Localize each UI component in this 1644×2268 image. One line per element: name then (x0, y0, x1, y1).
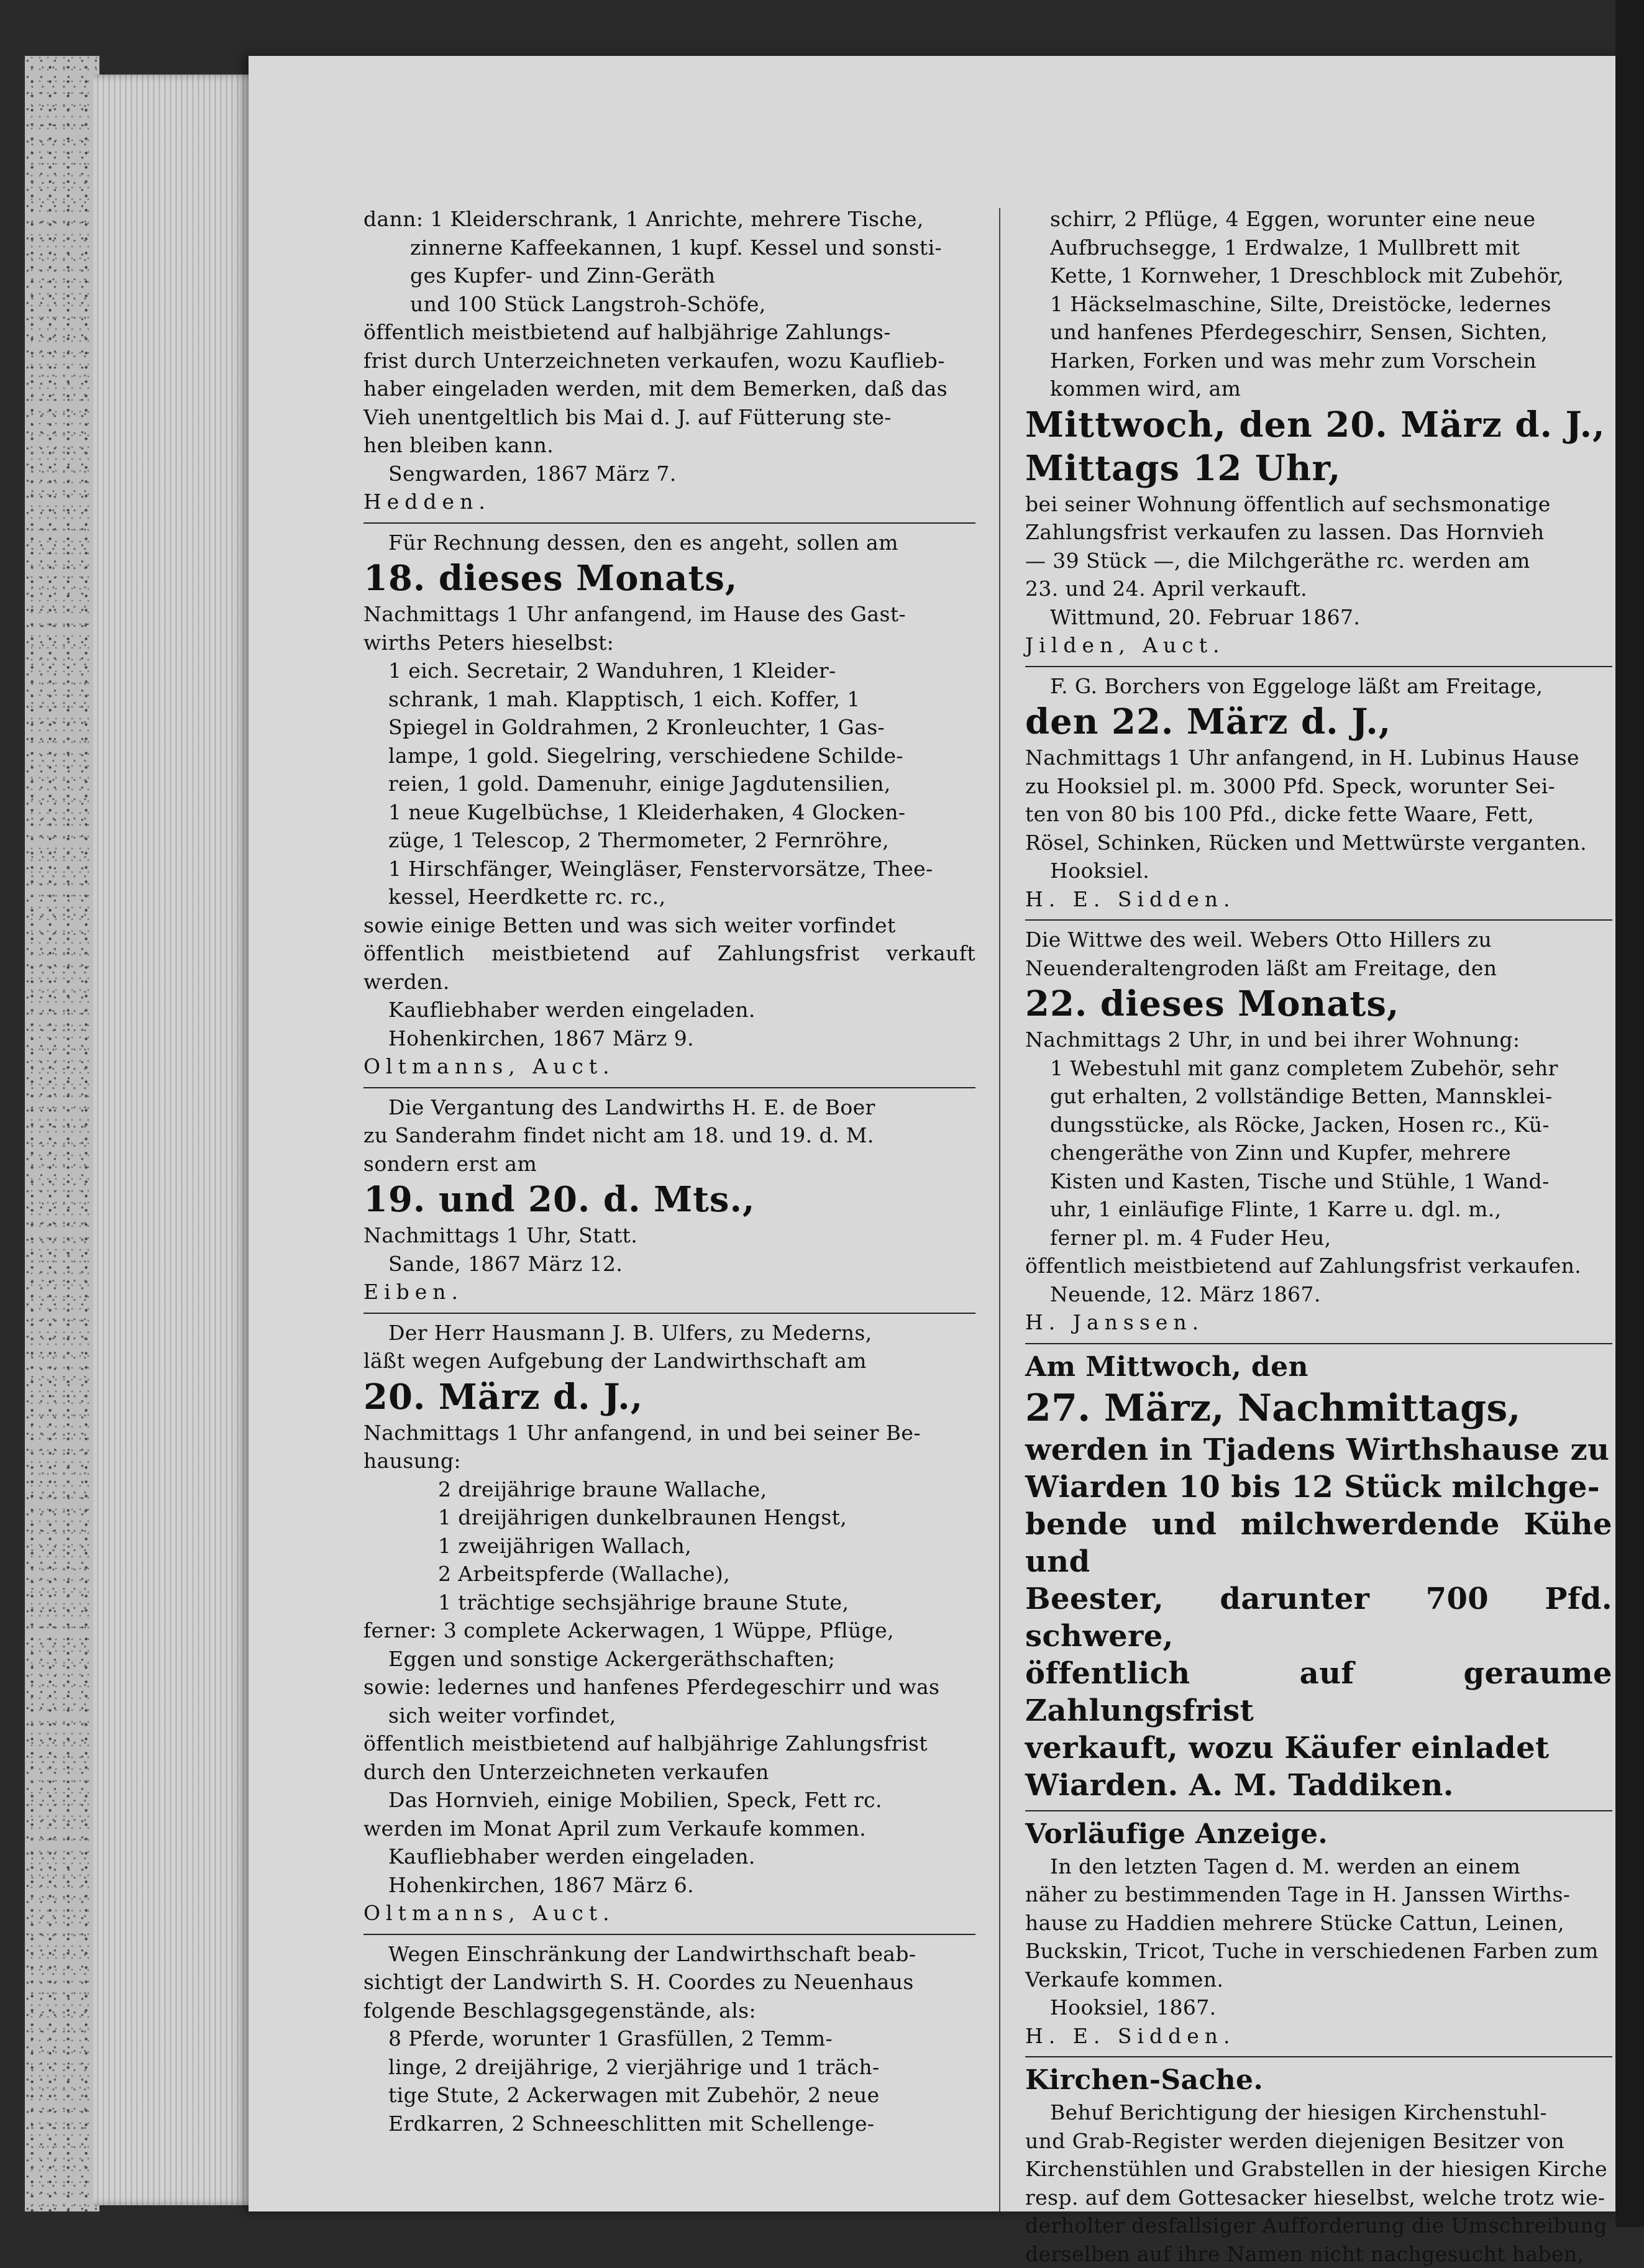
ad-separator (363, 1313, 975, 1314)
ad-separator (363, 1934, 975, 1935)
ad-line: Nachmittags 1 Uhr anfangend, im Hause des Gast- (363, 600, 975, 629)
ad-line: dann: 1 Kleiderschrank, 1 Anrichte, mehrere Tische, (363, 205, 975, 234)
ad-item: lampe, 1 gold. Siegelring, verschiedene Schilde- (363, 742, 975, 770)
ad-place-date: Hohenkirchen, 1867 März 6. (363, 1871, 975, 1900)
ad-line: Kaufliebhaber werden eingeladen. (363, 1842, 975, 1871)
ad-headline: 19. und 20. d. Mts., (363, 1178, 975, 1221)
ad-item: züge, 1 Telescop, 2 Thermometer, 2 Fernröhre, (363, 826, 975, 855)
ad-line: Die Vergantung des Landwirths H. E. de Boer (363, 1093, 975, 1122)
ad-de-boer (363, 1093, 975, 1306)
ad-line: sichtigt der Landwirth S. H. Coordes zu Neuenhaus (363, 1968, 975, 1997)
ad-line: Verkaufe kommen. (1025, 1965, 1612, 1994)
left-column (363, 205, 975, 2138)
ad-line: näher zu bestimmenden Tage in H. Janssen Wirths- (1025, 1880, 1612, 1909)
ad-line: durch den Unterzeichneten verkaufen (363, 1758, 975, 1787)
ad-item: 1 dreijährigen dunkelbraunen Hengst, (363, 1503, 975, 1532)
ad-taddiken (1025, 1349, 1612, 1804)
ad-signature: Wiarden. A. M. Taddiken. (1025, 1767, 1612, 1804)
ad-line: ges Kupfer- und Zinn-Geräth (363, 262, 975, 290)
ad-item: Spiegel in Goldrahmen, 2 Kronleuchter, 1 Gas- (363, 713, 975, 742)
ad-item: 2 Arbeitspferde (Wallache), (363, 1560, 975, 1588)
ad-separator (1025, 666, 1612, 667)
ad-coordes (363, 1940, 975, 2138)
ad-line: Zahlungsfrist verkaufen zu lassen. Das Hornvieh (1025, 518, 1612, 547)
ad-signature: H. Janssen. (1025, 1308, 1612, 1337)
ad-line: derholter desfallsiger Aufforderung die Umschreibung (1025, 2211, 1612, 2240)
ad-signature: Jilden, Auct. (1025, 631, 1612, 660)
ad-place-date: Hohenkirchen, 1867 März 9. (363, 1024, 975, 1053)
ad-line: Die Wittwe des weil. Webers Otto Hillers zu (1025, 926, 1612, 954)
ad-line: Vieh unentgeltlich bis Mai d. J. auf Fütterung ste- (363, 403, 975, 432)
ad-line: 1 Häckselmaschine, Silte, Dreistöcke, ledernes (1025, 290, 1612, 319)
ad-invite: Kaufliebhaber werden eingeladen. (363, 996, 975, 1024)
ad-line: sondern erst am (363, 1150, 975, 1178)
ad-line: frist durch Unterzeichneten verkaufen, wozu Kauflieb- (363, 347, 975, 375)
ad-line: — 39 Stück —, die Milchgeräthe rc. werden am (1025, 547, 1612, 575)
book-fore-edge (25, 56, 99, 2211)
ad-line: Wiarden 10 bis 12 Stück milchge- (1025, 1469, 1612, 1506)
ad-line: Das Hornvieh, einige Mobilien, Speck, Fett rc. (363, 1786, 975, 1815)
ad-line: Erdkarren, 2 Schneeschlitten mit Schellenge- (363, 2110, 975, 2138)
ad-line: öffentlich meistbietend auf Zahlungsfrist verkaufen. (1025, 1252, 1612, 1280)
ad-vorlaeufige-anzeige (1025, 1816, 1612, 2051)
ad-signature: H. E. Sidden. (1025, 2022, 1612, 2051)
ad-line: öffentlich meistbietend auf halbjährige Zahlungs- (363, 318, 975, 347)
ad-line: sich weiter vorfindet, (363, 1701, 975, 1730)
ad-headline: 27. März, Nachmittags, (1025, 1385, 1612, 1431)
ad-line: folgende Beschlagsgegenstände, als: (363, 1997, 975, 2025)
ad-line: kommen wird, am (1025, 375, 1612, 403)
ad-separator (363, 1087, 975, 1088)
ad-line: Aufbruchsegge, 1 Erdwalze, 1 Mullbrett mit (1025, 234, 1612, 262)
ad-line: läßt wegen Aufgebung der Landwirthschaft am (363, 1347, 975, 1375)
ad-item: schrank, 1 mah. Klapptisch, 1 eich. Koffer, 1 (363, 685, 975, 714)
ad-headline: den 22. März d. J., (1025, 700, 1612, 744)
column-divider (999, 208, 1000, 2215)
ad-line: zinnerne Kaffeekannen, 1 kupf. Kessel und sonsti- (363, 234, 975, 262)
ad-kirchen-sache (1025, 2062, 1612, 2268)
ad-item: Kisten und Kasten, Tische und Stühle, 1 Wand- (1025, 1167, 1612, 1196)
ad-place-date: Hooksiel, 1867. (1025, 1993, 1612, 2022)
ad-separator (1025, 1343, 1612, 1344)
ad-place-date: Sande, 1867 März 12. (363, 1250, 975, 1278)
ad-line: Der Herr Hausmann J. B. Ulfers, zu Mederns, (363, 1319, 975, 1347)
ad-borchers (1025, 672, 1612, 914)
ad-item: chengeräthe von Zinn und Kupfer, mehrere (1025, 1139, 1612, 1167)
ad-line: ten von 80 bis 100 Pfd., dicke fette Waare, Fett, (1025, 800, 1612, 829)
ad-intro: Am Mittwoch, den (1025, 1349, 1612, 1385)
ad-line: Nachmittags 1 Uhr anfangend, in H. Lubinus Hause (1025, 744, 1612, 772)
ad-line: und Grab-Register werden diejenigen Besitzer von (1025, 2127, 1612, 2156)
ad-headline: 18. dieses Monats, (363, 557, 975, 600)
ad-line: Wegen Einschränkung der Landwirthschaft beab- (363, 1940, 975, 1969)
ad-item: 1 zweijährigen Wallach, (363, 1532, 975, 1560)
ad-separator (363, 522, 975, 524)
ad-line: Behuf Berichtigung der hiesigen Kirchenstuhl- (1025, 2098, 1612, 2127)
ad-item: kessel, Heerdkette rc. rc., (363, 883, 975, 911)
ad-line: In den letzten Tagen d. M. werden an einem (1025, 1852, 1612, 1881)
ad-hillers (1025, 926, 1612, 1337)
ad-line: Nachmittags 2 Uhr, in und bei ihrer Wohnung: (1025, 1026, 1612, 1054)
ad-line: tige Stute, 2 Ackerwagen mit Zubehör, 2 neue (363, 2081, 975, 2110)
ad-line: schirr, 2 Pflüge, 4 Eggen, worunter eine neue (1025, 205, 1612, 234)
ad-hedden (363, 205, 975, 516)
ad-line: öffentlich meistbietend auf halbjährige Zahlungsfrist (363, 1729, 975, 1758)
ad-item: 1 eich. Secretair, 2 Wanduhren, 1 Kleider- (363, 657, 975, 685)
ad-line: Rösel, Schinken, Rücken und Mettwürste vergantеn. (1025, 829, 1612, 857)
ad-line: Buckskin, Tricot, Tuche in verschiedenen Farben zum (1025, 1937, 1612, 1965)
ad-item: dungsstücke, als Röcke, Jacken, Hosen rc., Kü- (1025, 1111, 1612, 1139)
ad-place-date: Neuende, 12. März 1867. (1025, 1280, 1612, 1309)
background-shadow (1615, 0, 1644, 2227)
ad-line: Nachmittags 1 Uhr anfangend, in und bei seiner Be- (363, 1419, 975, 1447)
ad-line: werden in Tjadens Wirthshause zu (1025, 1431, 1612, 1469)
ad-line: zu Hooksiel pl. m. 3000 Pfd. Speck, worunter Sei- (1025, 772, 1612, 801)
ad-signature: Hedden. (363, 488, 975, 516)
ad-line: und hanfenes Pferdegeschirr, Sensen, Sichten, (1025, 318, 1612, 347)
ad-line: öffentlich auf geraume Zahlungsfrist (1025, 1655, 1612, 1729)
ad-item: gut erhalten, 2 vollständige Betten, Mannsklei- (1025, 1082, 1612, 1111)
ad-item: 1 Webestuhl mit ganz completem Zubehör, sehr (1025, 1054, 1612, 1083)
ad-line: hausung: (363, 1447, 975, 1475)
ad-signature: Eiben. (363, 1278, 975, 1306)
ad-line: hause zu Haddien mehrere Stücke Cattun, Leinen, (1025, 1909, 1612, 1938)
ad-headline: 22. dieses Monats, (1025, 982, 1612, 1026)
ad-line: Harken, Forken und was mehr zum Vorschein (1025, 347, 1612, 375)
ad-line: Kirchenstühlen und Grabstellen in der hiesigen Kirche (1025, 2155, 1612, 2184)
ad-headline: Mittags 12 Uhr, (1025, 447, 1612, 490)
ad-line: ferner: 3 complete Ackerwagen, 1 Wüppe, Pflüge, (363, 1616, 975, 1645)
ad-separator (1025, 2056, 1612, 2057)
ad-coordes-continued (1025, 205, 1612, 660)
ad-line: Nachmittags 1 Uhr, Statt. (363, 1221, 975, 1250)
ad-signature: Oltmanns, Auct. (363, 1052, 975, 1081)
ad-line: Beester, darunter 700 Pfd. schwere, (1025, 1580, 1612, 1655)
right-column (1025, 205, 1612, 2268)
ad-separator (1025, 919, 1612, 921)
ad-line: resp. auf dem Gottesacker hieselbst, welche trotz wie- (1025, 2184, 1612, 2212)
ad-line: öffentlich meistbietend auf Zahlungsfrist verkauft werden. (363, 939, 975, 996)
ad-title: Kirchen-Sache. (1025, 2062, 1612, 2098)
ad-line: verkauft, wozu Käufer einladet (1025, 1729, 1612, 1767)
ad-separator (1025, 1810, 1612, 1811)
ad-title: Vorläufige Anzeige. (1025, 1816, 1612, 1852)
ad-item: uhr, 1 einläufige Flinte, 1 Karre u. dgl. m., (1025, 1195, 1612, 1224)
ad-line: sowie: ledernes und hanfenes Pferdegeschirr und was (363, 1673, 975, 1701)
ad-line: linge, 2 dreijährige, 2 vierjährige und 1 träch- (363, 2053, 975, 2082)
ad-place-date: Wittmund, 20. Februar 1867. (1025, 603, 1612, 632)
ad-intro: Für Rechnung dessen, den es angeht, sollen am (363, 529, 975, 557)
ad-line: und 100 Stück Langstroh-Schöfe, (363, 290, 975, 319)
ad-line: werden im Monat April zum Verkaufe kommen. (363, 1815, 975, 1843)
ad-line: bei seiner Wohnung öffentlich auf sechsmonatige (1025, 490, 1612, 519)
ad-signature: H. E. Sidden. (1025, 885, 1612, 914)
ad-item: ferner pl. m. 4 Fuder Heu, (1025, 1224, 1612, 1252)
ad-line: derselben auf ihre Namen nicht nachgesucht haben, (1025, 2240, 1612, 2268)
ad-line: 23. und 24. April verkauft. (1025, 575, 1612, 603)
ad-line: wirths Peters hieselbst: (363, 629, 975, 657)
ad-item: 1 neue Kugelbüchse, 1 Kleiderhaken, 4 Glocken- (363, 798, 975, 827)
page-edges (93, 75, 273, 2205)
ad-line: Kette, 1 Kornweher, 1 Dreschblock mit Zubehör, (1025, 262, 1612, 290)
ad-line: zu Sanderahm findet nicht am 18. und 19. d. M. (363, 1121, 975, 1150)
ad-item: 2 dreijährige braune Wallache, (363, 1475, 975, 1504)
ad-ulfers (363, 1319, 975, 1928)
ad-item: reien, 1 gold. Damenuhr, einige Jagdutensilien, (363, 770, 975, 798)
ad-line: Eggen und sonstige Ackergeräthschaften; (363, 1645, 975, 1674)
ad-place-date: Hooksiel. (1025, 857, 1612, 885)
ad-headline: Mittwoch, den 20. März d. J., (1025, 403, 1612, 447)
ad-item: 1 trächtige sechsjährige braune Stute, (363, 1588, 975, 1617)
ad-line: haber eingeladen werden, mit dem Bemerken, daß das (363, 375, 975, 403)
ad-peters (363, 529, 975, 1081)
ad-line: 8 Pferde, worunter 1 Grasfüllen, 2 Temm- (363, 2024, 975, 2053)
ad-headline: 20. März d. J., (363, 1375, 975, 1419)
ad-line: hen bleiben kann. (363, 431, 975, 460)
ad-signature: Oltmanns, Auct. (363, 1899, 975, 1928)
ad-place-date: Sengwarden, 1867 März 7. (363, 460, 975, 488)
ad-line: Neuenderaltengroden läßt am Freitage, den (1025, 954, 1612, 983)
ad-intro: F. G. Borchers von Eggeloge läßt am Freitage, (1025, 672, 1612, 701)
ad-line: sowie einige Betten und was sich weiter vorfindet (363, 911, 975, 940)
ad-item: 1 Hirschfänger, Weingläser, Fenstervorsätze, Thee- (363, 855, 975, 883)
ad-line: bende und milchwerdende Kühe und (1025, 1506, 1612, 1580)
